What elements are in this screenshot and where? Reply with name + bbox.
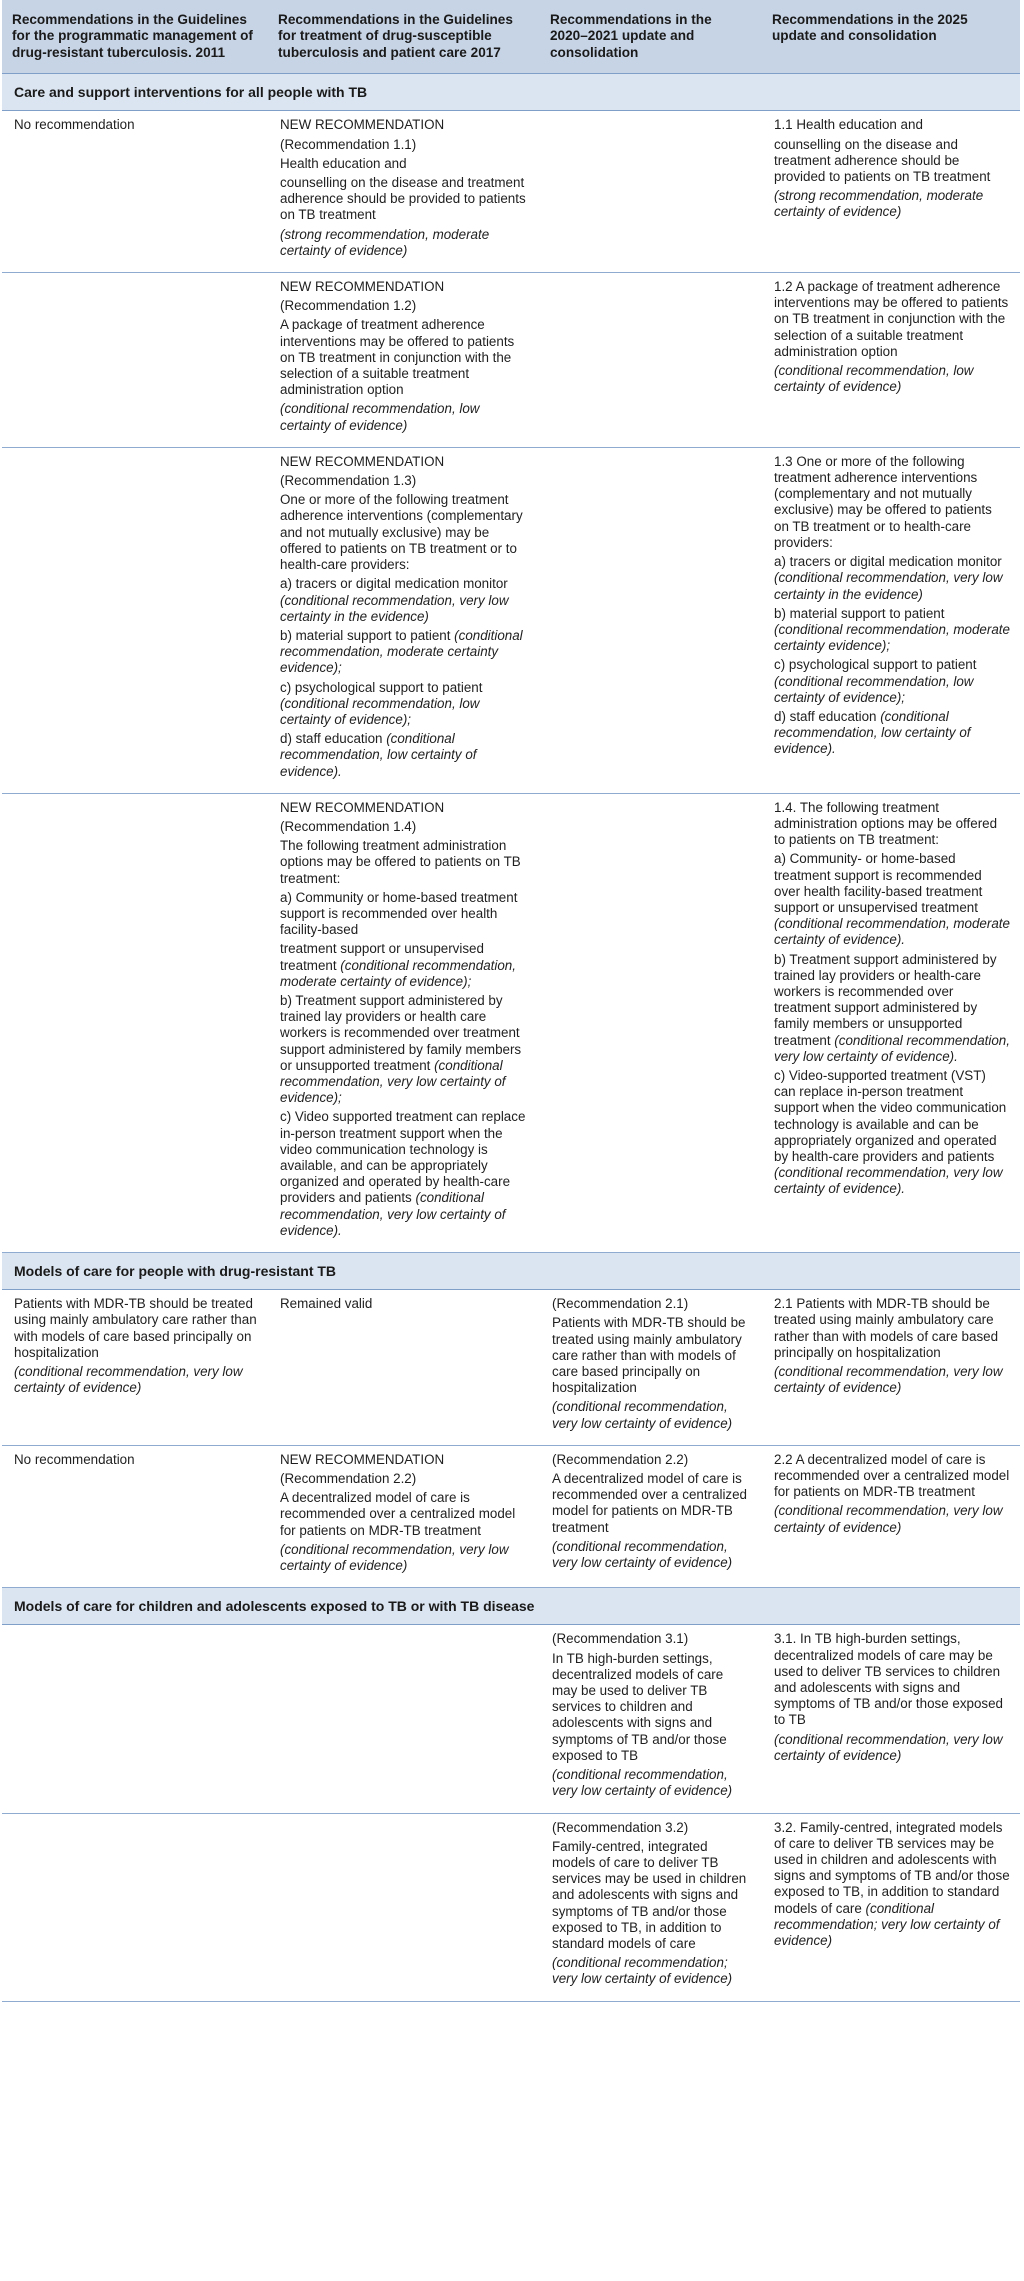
- text-segment: b) Treatment support administered by trained lay providers or health-care workers is recommended over treatment support administered by family members or unsupported treatment: [774, 951, 997, 1048]
- table-row: [2, 1290, 1020, 1446]
- text-segment: c) psychological support to patient: [280, 679, 483, 695]
- recommendation-text: [774, 363, 1010, 395]
- cell-c2: [268, 273, 540, 448]
- recommendation-text: [280, 175, 530, 224]
- text-segment: c) Video supported treatment can replace in-person treatment support when the video communication technology is available, and can be appropriately organized and operated by health-care providers and patients: [280, 1109, 526, 1206]
- text-segment: (conditional recommendation, very low certainty of evidence): [774, 1503, 1003, 1535]
- evidence-qualifier: (conditional recommendation, very low certainty of evidence);: [280, 1057, 506, 1106]
- text-segment: 1.2 A package of treatment adherence interventions may be offered to patients on TB treatment in conjunction with the selection of a suitable treatment administration option: [774, 279, 1009, 359]
- recommendation-text: [552, 1820, 752, 1836]
- recommendation-text: [280, 279, 530, 295]
- evidence-qualifier: (conditional recommendation, low certainty of evidence);: [774, 673, 974, 705]
- cell-c2: [268, 1625, 540, 1813]
- text-segment: a) Community- or home-based treatment support is recommended over health facility-based treatment support or unsupervised treatment: [774, 851, 983, 915]
- text-segment: (Recommendation 1.3): [280, 473, 417, 489]
- text-segment: A package of treatment adherence interventions may be offered to patients on TB treatment in conjunction with the selection of a suitable treatment administration option: [280, 317, 515, 398]
- cell-c3: [540, 793, 762, 1252]
- text-segment: (conditional recommendation; very low certainty of evidence): [552, 1955, 733, 1987]
- recommendation-text: [14, 1296, 258, 1361]
- text-segment: d) staff education: [280, 731, 387, 747]
- cell-c2: [268, 793, 540, 1252]
- recommendation-text: [280, 680, 530, 729]
- text-segment: 2.2 A decentralized model of care is recommended over a centralized model for patients on MDR-TB treatment: [774, 1451, 1010, 1500]
- text-segment: 1.3 One or more of the following treatment adherence interventions (complementary and not mutually exclusive) may be offered to patients on TB treatment or to health-care providers:: [774, 453, 992, 550]
- recommendation-text: [552, 1452, 752, 1468]
- header-2020-2021-update: Recommendations in the 2020–2021 update and consolidation: [540, 0, 762, 74]
- recommendation-text: [280, 454, 530, 470]
- recommendation-text: [552, 1315, 752, 1396]
- text-segment: (strong recommendation, moderate certainty of evidence): [774, 188, 984, 220]
- table-row: [2, 1625, 1020, 1813]
- text-segment: 3.1. In TB high-burden settings, decentralized models of care may be used to deliver TB services to children and adolescents with signs and symptoms of TB and/or those exposed to TB: [774, 1631, 1004, 1728]
- evidence-qualifier: (conditional recommendation, low certainty of evidence).: [280, 731, 477, 779]
- recommendation-text: [280, 156, 530, 172]
- cell-c1: [2, 1625, 268, 1813]
- text-segment: (conditional recommendation, very low certainty of evidence): [774, 1364, 1003, 1396]
- recommendation-text: [774, 137, 1010, 186]
- recommendation-text: [552, 1839, 752, 1952]
- text-segment: a) tracers or digital medication monitor: [774, 554, 1002, 570]
- table-row: [2, 447, 1020, 793]
- section-row: [2, 1588, 1020, 1625]
- recommendation-text: [774, 1631, 1010, 1728]
- cell-c1: [2, 273, 268, 448]
- recommendation-text: [280, 1296, 530, 1312]
- cell-c4: [762, 1445, 1020, 1587]
- text-segment: (conditional recommendation, very low certainty of evidence): [552, 1767, 733, 1799]
- cell-c4: [762, 1625, 1020, 1813]
- recommendation-text: [280, 1542, 530, 1574]
- cell-c4: [762, 111, 1020, 273]
- cell-c3: [540, 111, 762, 273]
- recommendation-text: [280, 819, 530, 835]
- recommendation-text: [280, 492, 530, 573]
- recommendation-text: [552, 1767, 752, 1799]
- text-segment: b) material support to patient: [280, 627, 455, 643]
- recommendation-text: [280, 137, 530, 153]
- table-row: [2, 1813, 1020, 2001]
- recommendation-text: [280, 473, 530, 489]
- table-row: [2, 111, 1020, 273]
- recommendation-text: [774, 1364, 1010, 1396]
- text-segment: (Recommendation 2.1): [552, 1296, 689, 1312]
- text-segment: (strong recommendation, moderate certainty of evidence): [280, 226, 490, 258]
- recommendation-text: [280, 838, 530, 887]
- text-segment: (conditional recommendation, very low certainty of evidence): [552, 1399, 733, 1431]
- recommendation-text: [280, 298, 530, 314]
- recommendation-text: [774, 1503, 1010, 1535]
- evidence-qualifier: (conditional recommendation; very low certainty of evidence): [774, 1900, 1000, 1948]
- text-segment: Remained valid: [280, 1296, 373, 1312]
- text-segment: a) tracers or digital medication monitor: [280, 576, 508, 592]
- text-segment: No recommendation: [14, 117, 135, 133]
- text-segment: NEW RECOMMENDATION: [280, 799, 445, 815]
- recommendation-text: [774, 117, 1010, 133]
- text-segment: treatment support or unsupervised treatment: [280, 941, 484, 973]
- recommendation-text: [774, 851, 1010, 948]
- text-segment: No recommendation: [14, 1451, 135, 1467]
- evidence-qualifier: (conditional recommendation, very low certainty of evidence).: [774, 1165, 1003, 1197]
- recommendation-text: [280, 1452, 530, 1468]
- section-title: Models of care for children and adolescents exposed to TB or with TB disease: [2, 1588, 1020, 1625]
- recommendation-text: [774, 1068, 1010, 1198]
- header-2025-update: Recommendations in the 2025 update and consolidation: [762, 0, 1020, 74]
- recommendation-text: [280, 890, 530, 939]
- text-segment: NEW RECOMMENDATION: [280, 279, 445, 295]
- evidence-qualifier: (conditional recommendation, moderate certainty evidence);: [774, 621, 1010, 654]
- text-segment: NEW RECOMMENDATION: [280, 1451, 445, 1467]
- cell-c3: [540, 1813, 762, 2001]
- text-segment: A decentralized model of care is recommended over a centralized model for patients on MDR-TB treatment: [552, 1471, 748, 1535]
- recommendation-text: [552, 1539, 752, 1571]
- recommendations-table: [2, 0, 1020, 2002]
- text-segment: a) Community or home-based treatment support is recommended over health facility-based: [280, 889, 518, 938]
- text-segment: (Recommendation 1.1): [280, 136, 417, 152]
- text-segment: (Recommendation 2.2): [280, 1471, 417, 1487]
- recommendation-text: [280, 401, 530, 433]
- recommendation-text: [774, 188, 1010, 220]
- evidence-qualifier: (conditional recommendation, moderate certainty of evidence).: [774, 916, 1010, 948]
- text-segment: counselling on the disease and treatment adherence should be provided to patients on TB treatment: [774, 136, 991, 185]
- cell-c1: [2, 447, 268, 793]
- text-segment: The following treatment administration options may be offered to patients on TB treatment:: [280, 838, 521, 886]
- text-segment: NEW RECOMMENDATION: [280, 117, 445, 133]
- cell-c3: [540, 447, 762, 793]
- text-segment: Family-centred, integrated models of care to deliver TB services may be used in children and adolescents with signs and symptoms of TB and/or those exposed to TB, in addition to standard models of care: [552, 1838, 747, 1951]
- recommendation-text: [280, 731, 530, 780]
- cell-c1: [2, 111, 268, 273]
- recommendation-text: [280, 117, 530, 133]
- text-segment: (Recommendation 2.2): [552, 1451, 689, 1467]
- text-segment: c) Video-supported treatment (VST) can replace in-person treatment support when the video communication technology is available and can be appropriately organized and operated by health-care providers and patients: [774, 1067, 1007, 1164]
- recommendation-text: [552, 1651, 752, 1764]
- text-segment: (Recommendation 1.2): [280, 298, 417, 314]
- table-header-row: [2, 0, 1020, 74]
- text-segment: Patients with MDR-TB should be treated using mainly ambulatory care rather than with models of care based principally on hospitalization: [552, 1315, 746, 1396]
- cell-c3: [540, 1290, 762, 1446]
- evidence-qualifier: (conditional recommendation, low certainty of evidence).: [774, 708, 971, 757]
- cell-c2: [268, 111, 540, 273]
- cell-c1: [2, 793, 268, 1252]
- recommendation-text: [14, 1364, 258, 1396]
- recommendation-text: [774, 279, 1010, 360]
- recommendation-text: [280, 227, 530, 259]
- recommendation-text: [280, 1471, 530, 1487]
- table-body: [2, 74, 1020, 2001]
- text-segment: Patients with MDR-TB should be treated using mainly ambulatory care rather than with models of care based principally on hospitalization: [14, 1296, 257, 1360]
- text-segment: (conditional recommendation, low certainty of evidence): [774, 363, 974, 395]
- text-segment: (conditional recommendation, very low certainty of evidence): [552, 1538, 733, 1571]
- evidence-qualifier: (conditional recommendation, very low certainty in the evidence): [280, 592, 509, 624]
- text-segment: 1.4. The following treatment administration options may be offered to patients on TB treatment:: [774, 799, 998, 848]
- cell-c4: [762, 793, 1020, 1252]
- cell-c2: [268, 1445, 540, 1587]
- recommendation-text: [280, 993, 530, 1106]
- text-segment: NEW RECOMMENDATION: [280, 453, 445, 469]
- section-row: [2, 1253, 1020, 1290]
- evidence-qualifier: (conditional recommendation, very low certainty of evidence).: [280, 1190, 506, 1238]
- text-segment: (Recommendation 3.1): [552, 1631, 689, 1647]
- section-title: Models of care for people with drug-resistant TB: [2, 1253, 1020, 1290]
- recommendation-text: [774, 800, 1010, 849]
- cell-c4: [762, 447, 1020, 793]
- cell-c3: [540, 273, 762, 448]
- recommendation-text: [280, 1490, 530, 1539]
- cell-c3: [540, 1625, 762, 1813]
- recommendation-text: [774, 1452, 1010, 1501]
- text-segment: b) material support to patient: [774, 605, 945, 621]
- cell-c1: [2, 1445, 268, 1587]
- text-segment: d) staff education: [774, 708, 881, 724]
- cell-c4: [762, 1813, 1020, 2001]
- header-2011-guidelines: Recommendations in the Guidelines for the programmatic management of drug-resistant tuberculosis. 2011: [2, 0, 268, 74]
- text-segment: (conditional recommendation, very low certainty of evidence): [14, 1364, 243, 1396]
- cell-c1: [2, 1813, 268, 2001]
- text-segment: c) psychological support to patient: [774, 657, 977, 673]
- recommendation-text: [280, 1109, 530, 1239]
- text-segment: (Recommendation 1.4): [280, 818, 417, 834]
- recommendation-text: [280, 800, 530, 816]
- recommendation-text: [14, 117, 258, 133]
- recommendation-text: [774, 454, 1010, 551]
- recommendation-text: [280, 576, 530, 625]
- text-segment: 3.2. Family-centred, integrated models of care to deliver TB services may be used in children and adolescents with signs and symptoms of TB and/or those exposed to TB, in addition to standard models of care: [774, 1819, 1010, 1916]
- evidence-qualifier: (conditional recommendation, moderate certainty of evidence);: [280, 957, 516, 989]
- section-row: [2, 74, 1020, 111]
- recommendation-text: [280, 317, 530, 398]
- recommendation-text: [552, 1399, 752, 1431]
- section-title: Care and support interventions for all people with TB: [2, 74, 1020, 111]
- evidence-qualifier: (conditional recommendation, very low certainty of evidence).: [774, 1032, 1010, 1064]
- recommendation-text: [14, 1452, 258, 1468]
- recommendation-text: [774, 554, 1010, 603]
- text-segment: (Recommendation 3.2): [552, 1819, 689, 1835]
- recommendation-text: [774, 709, 1010, 758]
- evidence-qualifier: (conditional recommendation, very low certainty in the evidence): [774, 570, 1003, 602]
- cell-c2: [268, 447, 540, 793]
- text-segment: counselling on the disease and treatment adherence should be provided to patients on TB treatment: [280, 175, 526, 223]
- text-segment: b) Treatment support administered by trained lay providers or health care workers is recommended over treatment support administered by family members or unsupported treatment: [280, 992, 522, 1073]
- text-segment: (conditional recommendation, very low certainty of evidence): [774, 1731, 1003, 1763]
- cell-c2: [268, 1813, 540, 2001]
- table-row: [2, 793, 1020, 1252]
- cell-c2: [268, 1290, 540, 1446]
- text-segment: A decentralized model of care is recommended over a centralized model for patients on MDR-TB treatment: [280, 1490, 516, 1538]
- table-row: [2, 1445, 1020, 1587]
- recommendation-text: [774, 1820, 1010, 1950]
- text-segment: Health education and: [280, 155, 407, 171]
- evidence-qualifier: (conditional recommendation, low certainty of evidence);: [280, 695, 480, 727]
- text-segment: 2.1 Patients with MDR-TB should be treated using mainly ambulatory care rather than with models of care based principally on hospitalization: [774, 1296, 999, 1360]
- recommendation-text: [774, 952, 1010, 1065]
- cell-c3: [540, 1445, 762, 1587]
- recommendation-text: [552, 1955, 752, 1987]
- text-segment: (conditional recommendation, very low certainty of evidence): [280, 1541, 509, 1574]
- recommendation-text: [552, 1631, 752, 1647]
- evidence-qualifier: (conditional recommendation, moderate certainty evidence);: [280, 627, 523, 676]
- text-segment: In TB high-burden settings, decentralized models of care may be used to deliver TB services to children and adolescents with signs and symptoms of TB and/or those exposed to TB: [552, 1650, 727, 1763]
- text-segment: (conditional recommendation, low certainty of evidence): [280, 401, 480, 433]
- recommendation-text: [552, 1471, 752, 1536]
- cell-c1: [2, 1290, 268, 1446]
- recommendation-text: [774, 657, 1010, 706]
- recommendation-text: [774, 606, 1010, 655]
- text-segment: One or more of the following treatment adherence interventions (complementary and not mutually exclusive) may be offered to patients on TB treatment or to health-care providers:: [280, 492, 523, 573]
- cell-c4: [762, 1290, 1020, 1446]
- table-row: [2, 273, 1020, 448]
- header-2017-guidelines: Recommendations in the Guidelines for treatment of drug-susceptible tuberculosis and patient care 2017: [268, 0, 540, 74]
- text-segment: 1.1 Health education and: [774, 117, 923, 133]
- recommendation-text: [774, 1296, 1010, 1361]
- recommendation-text: [280, 628, 530, 677]
- recommendation-text: [280, 941, 530, 990]
- recommendation-text: [552, 1296, 752, 1312]
- recommendation-text: [774, 1732, 1010, 1764]
- cell-c4: [762, 273, 1020, 448]
